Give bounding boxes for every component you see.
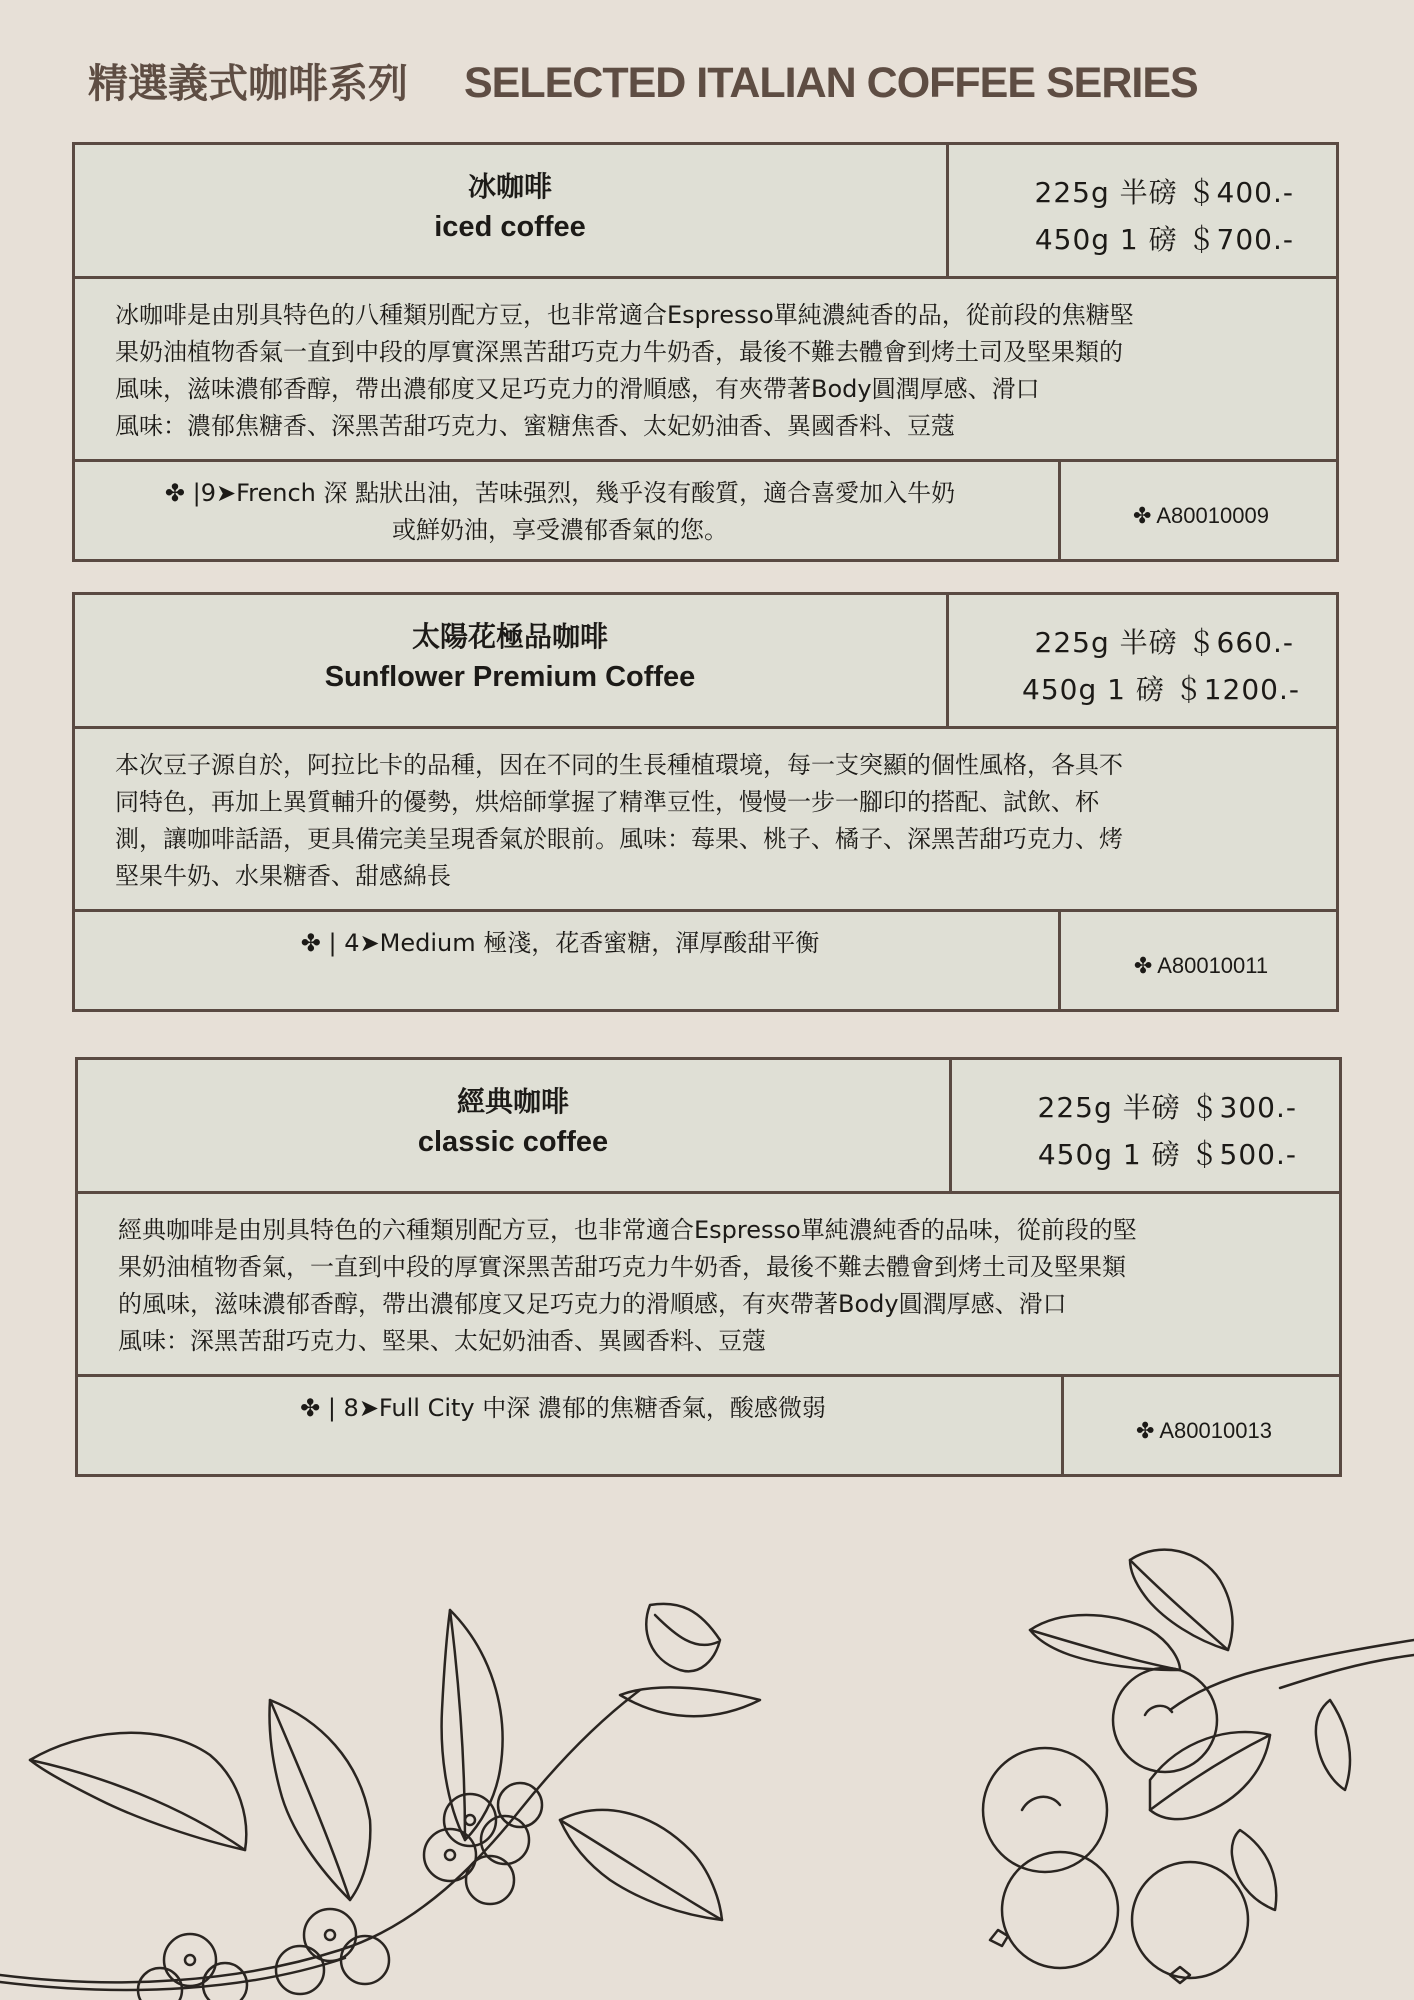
divider	[78, 1191, 1339, 1194]
roast-line: 或鮮奶油，享受濃郁香氣的您。	[392, 516, 728, 544]
product-name-en: iced coffee	[434, 211, 586, 243]
divider	[949, 1060, 952, 1191]
roast-level	[85, 925, 1035, 962]
product-name-zh: 太陽花極品咖啡	[411, 620, 608, 653]
description-line: 冰咖啡是由別具特色的八種類別配方豆，也非常適合Espresso單純濃純香的品，從前段的焦糖堅	[115, 301, 1134, 329]
divider	[946, 595, 949, 726]
product-name-en: classic coffee	[417, 1126, 609, 1158]
page-title-en: SELECTED ITALIAN COFFEE SERIES	[464, 59, 1198, 107]
divider	[75, 459, 1336, 462]
roast-level	[88, 1390, 1038, 1427]
coffee-plant-illustration	[0, 1520, 1414, 2000]
roast-line: ✤ | 4➤Medium 極淺，花香蜜糖，渾厚酸甜平衡	[300, 929, 820, 957]
product-code: ✤ A80010009	[1133, 503, 1269, 528]
divider	[75, 726, 1336, 729]
product-card-iced-coffee	[72, 142, 1339, 562]
price-one-pound: 450g 1 磅 ＄500.-	[1037, 1138, 1297, 1171]
product-card-sunflower-coffee	[72, 592, 1339, 1012]
description-line: 的風味，滋味濃郁香醇，帶出濃郁度又足巧克力的滑順感，有夾帶著Body圓潤厚感、滑口	[118, 1290, 1067, 1318]
roast-level	[85, 475, 1035, 549]
description-line: 經典咖啡是由別具特色的六種類別配方豆，也非常適合Espresso單純濃純香的品味，從前段的堅	[118, 1216, 1137, 1244]
coffee-branch-left	[0, 1604, 760, 2000]
coffee-cherry-cluster-right	[983, 1550, 1414, 1983]
product-description	[115, 747, 1290, 895]
description-line: 本次豆子源自於，阿拉比卡的品種，因在不同的生長種植環境，每一支突顯的個性風格，各具不	[115, 751, 1123, 779]
roast-line: ✤ | 8➤Full City 中深 濃郁的焦糖香氣，酸感微弱	[300, 1394, 826, 1422]
product-description	[118, 1212, 1293, 1360]
product-card-classic-coffee	[75, 1057, 1342, 1477]
description-line: 果奶油植物香氣一直到中段的厚實深黑苦甜巧克力牛奶香，最後不難去體會到烤土司及堅果類的	[115, 338, 1123, 366]
product-name-zh: 經典咖啡	[456, 1085, 569, 1118]
price-one-pound: 450g 1 磅 ＄1200.-	[1022, 673, 1300, 706]
price-one-pound: 450g 1 磅 ＄700.-	[1034, 223, 1294, 256]
product-name-zh: 冰咖啡	[467, 170, 552, 203]
roast-line: ✤ |9➤French 深 點狀出油，苦味强烈，幾乎沒有酸質，適合喜愛加入牛奶	[164, 479, 956, 507]
divider	[78, 1374, 1339, 1377]
product-description	[115, 297, 1290, 445]
description-line: 同特色，再加上異質輔升的優勢，烘焙師掌握了精準豆性，慢慢一步一腳印的搭配、試飲、杯	[115, 788, 1099, 816]
page-title-zh: 精選義式咖啡系列	[88, 62, 408, 106]
page-title	[88, 52, 1198, 109]
price-half-pound: 225g 半磅 ＄300.-	[1037, 1091, 1297, 1124]
product-name-en: Sunflower Premium Coffee	[324, 661, 696, 693]
product-code: ✤ A80010011	[1133, 953, 1269, 978]
description-line: 堅果牛奶、水果糖香、甜感綿長	[115, 862, 451, 890]
divider	[1058, 459, 1061, 562]
divider	[946, 145, 949, 276]
divider	[75, 909, 1336, 912]
divider	[1061, 1374, 1064, 1477]
divider	[1058, 909, 1061, 1012]
description-line: 測，讓咖啡話語，更具備完美呈現香氣於眼前。風味：莓果、桃子、橘子、深黑苦甜巧克力、烤	[115, 825, 1123, 853]
divider	[75, 276, 1336, 279]
price-half-pound: 225g 半磅 ＄660.-	[1034, 626, 1294, 659]
description-line: 風味，滋味濃郁香醇，帶出濃郁度又足巧克力的滑順感，有夾帶著Body圓潤厚感、滑口	[115, 375, 1040, 403]
price-half-pound: 225g 半磅 ＄400.-	[1034, 176, 1294, 209]
description-line: 風味：深黑苦甜巧克力、堅果、太妃奶油香、異國香料、豆蔻	[118, 1327, 766, 1355]
description-line: 風味：濃郁焦糖香、深黑苦甜巧克力、蜜糖焦香、太妃奶油香、異國香料、豆蔻	[115, 412, 955, 440]
product-code: ✤ A80010013	[1136, 1418, 1272, 1443]
description-line: 果奶油植物香氣，一直到中段的厚實深黑苦甜巧克力牛奶香，最後不難去體會到烤土司及堅果類	[118, 1253, 1126, 1281]
